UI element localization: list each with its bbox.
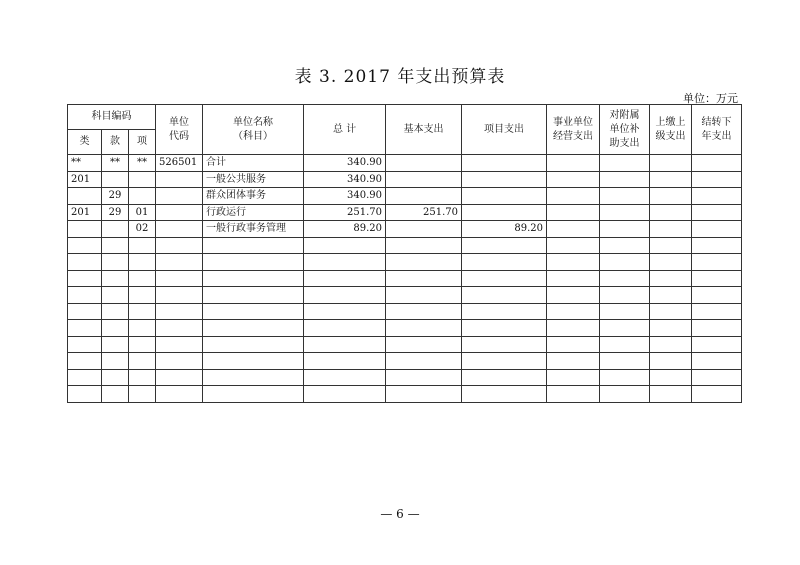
cell-name — [203, 369, 304, 386]
cell-name: 一般行政事务管理 — [203, 221, 304, 238]
cell-subsidy — [600, 386, 650, 403]
cell-carry — [692, 171, 742, 188]
header-code-group: 科目编码 — [68, 105, 156, 130]
table-row — [68, 221, 742, 238]
cell-code — [156, 171, 203, 188]
cell-xiang — [129, 237, 156, 254]
cell-carry — [692, 254, 742, 271]
cell-xiang: ** — [129, 155, 156, 172]
cell-upper — [650, 254, 692, 271]
cell-kuan — [102, 320, 129, 337]
cell-xiang — [129, 287, 156, 304]
cell-upper — [650, 171, 692, 188]
cell-project — [462, 188, 547, 205]
table-row — [68, 254, 742, 271]
cell-xiang — [129, 254, 156, 271]
cell-subsidy — [600, 336, 650, 353]
cell-name — [203, 353, 304, 370]
cell-lei — [68, 336, 102, 353]
table-row — [68, 320, 742, 337]
cell-project — [462, 336, 547, 353]
table-row — [68, 237, 742, 254]
cell-basic — [386, 270, 462, 287]
header-subsidy: 对附属 单位补 助支出 — [600, 105, 650, 155]
table-row — [68, 287, 742, 304]
cell-carry — [692, 386, 742, 403]
cell-code — [156, 287, 203, 304]
cell-lei — [68, 188, 102, 205]
cell-upper — [650, 270, 692, 287]
cell-total — [304, 270, 386, 287]
cell-carry — [692, 270, 742, 287]
cell-xiang — [129, 353, 156, 370]
cell-kuan — [102, 171, 129, 188]
cell-total — [304, 336, 386, 353]
cell-name — [203, 386, 304, 403]
cell-xiang: 02 — [129, 221, 156, 238]
cell-code — [156, 204, 203, 221]
cell-code — [156, 353, 203, 370]
cell-code — [156, 188, 203, 205]
cell-basic — [386, 155, 462, 172]
cell-total — [304, 369, 386, 386]
cell-subsidy — [600, 369, 650, 386]
budget-table — [67, 104, 742, 403]
cell-xiang — [129, 386, 156, 403]
cell-kuan — [102, 237, 129, 254]
cell-code — [156, 336, 203, 353]
cell-total — [304, 353, 386, 370]
cell-code — [156, 386, 203, 403]
cell-business — [547, 369, 600, 386]
cell-upper — [650, 320, 692, 337]
cell-upper — [650, 336, 692, 353]
header-total: 总 计 — [304, 105, 386, 155]
cell-business — [547, 171, 600, 188]
cell-project: 89.20 — [462, 221, 547, 238]
cell-name — [203, 336, 304, 353]
cell-code — [156, 237, 203, 254]
cell-code — [156, 369, 203, 386]
cell-carry — [692, 188, 742, 205]
cell-xiang — [129, 270, 156, 287]
cell-name: 行政运行 — [203, 204, 304, 221]
cell-lei — [68, 320, 102, 337]
unit-label: 单位：万元 — [683, 92, 738, 105]
cell-subsidy — [600, 155, 650, 172]
cell-code — [156, 320, 203, 337]
cell-upper — [650, 303, 692, 320]
cell-lei — [68, 254, 102, 271]
header-carry: 结转下 年支出 — [692, 105, 742, 155]
cell-lei — [68, 221, 102, 238]
cell-kuan — [102, 386, 129, 403]
cell-upper — [650, 188, 692, 205]
cell-carry — [692, 320, 742, 337]
table-row — [68, 204, 742, 221]
cell-lei — [68, 287, 102, 304]
cell-project — [462, 303, 547, 320]
cell-subsidy — [600, 171, 650, 188]
cell-subsidy — [600, 287, 650, 304]
cell-subsidy — [600, 320, 650, 337]
cell-upper — [650, 237, 692, 254]
cell-kuan — [102, 369, 129, 386]
cell-project — [462, 386, 547, 403]
cell-name — [203, 270, 304, 287]
cell-project — [462, 155, 547, 172]
cell-basic — [386, 320, 462, 337]
header-xiang: 项 — [129, 130, 156, 155]
cell-total — [304, 386, 386, 403]
cell-kuan — [102, 336, 129, 353]
cell-subsidy — [600, 221, 650, 238]
cell-name — [203, 303, 304, 320]
cell-total — [304, 254, 386, 271]
table-row — [68, 155, 742, 172]
cell-basic — [386, 221, 462, 238]
header-project: 项目支出 — [462, 105, 547, 155]
cell-subsidy — [600, 303, 650, 320]
cell-kuan — [102, 303, 129, 320]
header-kuan: 款 — [102, 130, 129, 155]
table-row — [68, 336, 742, 353]
cell-xiang — [129, 369, 156, 386]
table-row — [68, 386, 742, 403]
header-upper: 上缴上 级支出 — [650, 105, 692, 155]
cell-carry — [692, 155, 742, 172]
cell-project — [462, 270, 547, 287]
cell-xiang — [129, 303, 156, 320]
cell-total — [304, 287, 386, 304]
cell-name — [203, 237, 304, 254]
table-row — [68, 171, 742, 188]
cell-business — [547, 386, 600, 403]
page-number: — 6 — — [380, 507, 420, 521]
cell-lei — [68, 369, 102, 386]
cell-name: 合计 — [203, 155, 304, 172]
cell-code — [156, 303, 203, 320]
cell-code: 526501 — [156, 155, 203, 172]
cell-lei — [68, 303, 102, 320]
cell-carry — [692, 287, 742, 304]
cell-kuan: 29 — [102, 204, 129, 221]
table-row — [68, 188, 742, 205]
cell-kuan: 29 — [102, 188, 129, 205]
cell-project — [462, 369, 547, 386]
cell-basic — [386, 303, 462, 320]
cell-xiang — [129, 336, 156, 353]
cell-carry — [692, 204, 742, 221]
cell-upper — [650, 221, 692, 238]
cell-project — [462, 204, 547, 221]
table-row — [68, 353, 742, 370]
cell-business — [547, 353, 600, 370]
cell-subsidy — [600, 353, 650, 370]
header-business: 事业单位 经营支出 — [547, 105, 600, 155]
header-lei: 类 — [68, 130, 102, 155]
cell-basic — [386, 353, 462, 370]
cell-xiang — [129, 188, 156, 205]
cell-kuan — [102, 254, 129, 271]
cell-code — [156, 254, 203, 271]
cell-carry — [692, 221, 742, 238]
cell-carry — [692, 336, 742, 353]
table-row — [68, 369, 742, 386]
cell-project — [462, 237, 547, 254]
cell-business — [547, 237, 600, 254]
cell-business — [547, 221, 600, 238]
cell-subsidy — [600, 254, 650, 271]
cell-name — [203, 320, 304, 337]
cell-subsidy — [600, 270, 650, 287]
cell-upper — [650, 386, 692, 403]
cell-business — [547, 270, 600, 287]
cell-total — [304, 237, 386, 254]
header-unit-code: 单位 代码 — [156, 105, 203, 155]
cell-business — [547, 287, 600, 304]
cell-kuan — [102, 287, 129, 304]
cell-lei — [68, 386, 102, 403]
cell-total: 340.90 — [304, 188, 386, 205]
cell-lei: 201 — [68, 204, 102, 221]
cell-xiang: 01 — [129, 204, 156, 221]
cell-name — [203, 287, 304, 304]
cell-code — [156, 221, 203, 238]
cell-name: 一般公共服务 — [203, 171, 304, 188]
cell-upper — [650, 155, 692, 172]
cell-total — [304, 303, 386, 320]
cell-total: 340.90 — [304, 155, 386, 172]
header-unit-name: 单位名称 （科目） — [203, 105, 304, 155]
cell-upper — [650, 287, 692, 304]
cell-kuan — [102, 221, 129, 238]
cell-total — [304, 320, 386, 337]
cell-project — [462, 287, 547, 304]
cell-upper — [650, 369, 692, 386]
cell-basic — [386, 287, 462, 304]
cell-lei — [68, 270, 102, 287]
cell-lei: ** — [68, 155, 102, 172]
cell-basic — [386, 237, 462, 254]
cell-business — [547, 336, 600, 353]
cell-basic — [386, 188, 462, 205]
cell-lei — [68, 237, 102, 254]
cell-name — [203, 254, 304, 271]
page-title: 表 3. 2017 年支出预算表 — [294, 67, 506, 87]
cell-kuan — [102, 270, 129, 287]
cell-code — [156, 270, 203, 287]
cell-carry — [692, 353, 742, 370]
cell-xiang — [129, 171, 156, 188]
cell-subsidy — [600, 188, 650, 205]
cell-total: 251.70 — [304, 204, 386, 221]
cell-carry — [692, 303, 742, 320]
cell-business — [547, 254, 600, 271]
cell-lei — [68, 353, 102, 370]
cell-business — [547, 188, 600, 205]
cell-carry — [692, 369, 742, 386]
cell-subsidy — [600, 237, 650, 254]
cell-project — [462, 353, 547, 370]
cell-kuan: ** — [102, 155, 129, 172]
table-row — [68, 270, 742, 287]
cell-basic — [386, 369, 462, 386]
cell-carry — [692, 237, 742, 254]
header-basic: 基本支出 — [386, 105, 462, 155]
cell-subsidy — [600, 204, 650, 221]
cell-basic — [386, 171, 462, 188]
cell-xiang — [129, 320, 156, 337]
cell-business — [547, 303, 600, 320]
cell-project — [462, 254, 547, 271]
cell-basic — [386, 386, 462, 403]
cell-business — [547, 204, 600, 221]
cell-upper — [650, 204, 692, 221]
cell-basic — [386, 254, 462, 271]
cell-total: 89.20 — [304, 221, 386, 238]
cell-upper — [650, 353, 692, 370]
table-row — [68, 303, 742, 320]
cell-lei: 201 — [68, 171, 102, 188]
cell-name: 群众团体事务 — [203, 188, 304, 205]
cell-project — [462, 320, 547, 337]
cell-total: 340.90 — [304, 171, 386, 188]
cell-project — [462, 171, 547, 188]
cell-business — [547, 320, 600, 337]
cell-basic — [386, 336, 462, 353]
cell-basic: 251.70 — [386, 204, 462, 221]
cell-kuan — [102, 353, 129, 370]
cell-business — [547, 155, 600, 172]
